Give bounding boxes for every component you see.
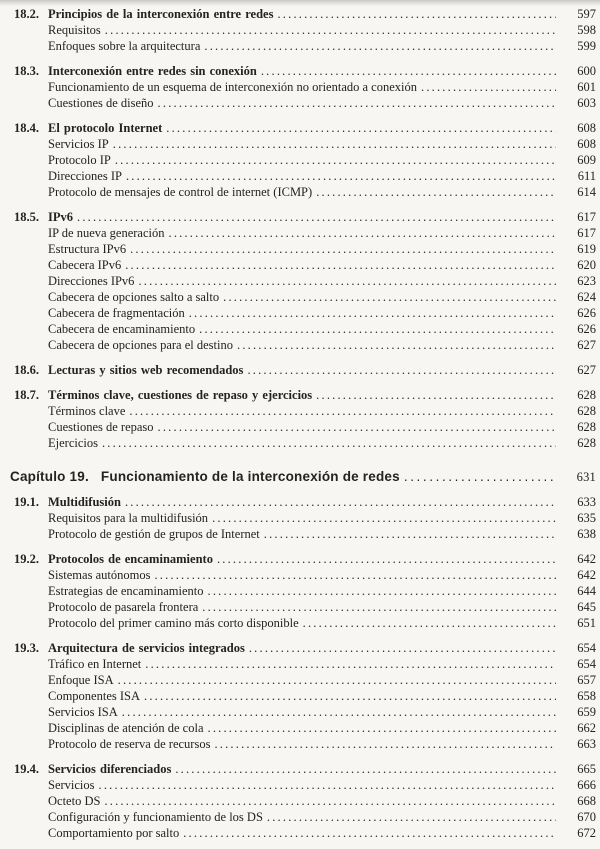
toc-entry-page: 663 [577,737,596,751]
toc-entry-title: Protocolo IP [48,153,111,167]
toc-entry-page: 627 [577,363,596,377]
dot-leader [212,510,556,526]
dot-leader [126,168,556,184]
dot-leader [208,583,557,599]
toc-entry [14,720,598,736]
toc-entry-page: 633 [577,495,596,509]
toc-entry-title: Enfoques sobre la arquitectura [48,39,201,53]
toc-entry [14,761,598,777]
toc-entry-page: 666 [577,778,596,792]
dot-leader [223,289,556,305]
toc-entry-title: Requisitos [48,23,101,37]
dot-leader [99,777,556,793]
toc-entry-number: 18.6. [14,363,39,377]
dot-leader [264,526,556,542]
toc-entry-page: 626 [577,322,596,336]
toc-entry-page: 628 [577,436,596,450]
dot-leader [249,640,556,656]
toc-entry-title: Protocolo de mensajes de control de internet (ICMP) [48,185,313,199]
toc-entry [14,168,598,184]
toc-entry [14,640,598,656]
toc-entry [14,736,598,752]
toc-entry-number: 19.1. [14,495,39,509]
toc-entry-page: 598 [577,23,596,37]
toc-entry [14,567,598,583]
toc-entry [14,120,598,136]
toc-entry-page: 654 [577,657,596,671]
toc-entry-page: 620 [577,258,596,272]
toc-entry-title: Sistemas autónomos [48,568,151,582]
toc-entry-page: 599 [577,39,596,53]
toc-entry [14,273,598,289]
toc-entry-number: 19.2. [14,552,39,566]
toc-entry-title: Lecturas y sitios web recomendados [48,363,244,377]
toc-entry-number: 18.7. [14,388,39,402]
toc-entry-title: Protocolo de reserva de recursos [48,737,211,751]
dot-leader [158,419,556,435]
toc-entry [14,362,598,378]
toc-entry-page: 665 [577,762,596,776]
toc-entry [14,337,598,353]
dot-leader [144,688,556,704]
toc-entry [14,510,598,526]
toc-entry-title: Protocolo de pasarela frontera [48,600,199,614]
toc-entry-page: 597 [577,7,596,21]
dot-leader [77,209,556,225]
toc-entry [14,209,598,225]
toc-entry-title: Funcionamiento de un esquema de interconexión no orientado a conexión [48,80,417,94]
toc-entry-page: 642 [577,568,596,582]
toc-entry-title: Comportamiento por salto [48,826,180,840]
toc-entry-title: Direcciones IP [48,169,122,183]
toc-entry-page: 624 [577,290,596,304]
dot-leader [130,241,556,257]
toc-entry-title: Cabecera de fragmentación [48,306,185,320]
toc-entry-page: 672 [577,826,596,840]
toc-entry-title: Términos clave [48,404,126,418]
dot-leader [115,152,556,168]
toc-entry-title: Cabecera de opciones para el destino [48,338,233,352]
toc-entry-title: Protocolos de encaminamiento [48,552,213,566]
toc-entry [14,305,598,321]
toc-entry [14,22,598,38]
toc-entry-page: 611 [577,169,596,183]
dot-leader [183,825,556,841]
toc-entry-title: IPv6 [48,210,73,224]
toc-entry [14,6,598,22]
toc-entry-title: Protocolo del primer camino más corto disponible [48,616,299,630]
toc-entry [14,777,598,793]
toc-entry-page: 645 [577,600,596,614]
toc-entry-number: 19.3. [14,641,39,655]
toc-entry-title: Multidifusión [48,495,121,509]
toc-entry [14,38,598,54]
dot-leader [404,469,556,485]
dot-leader [202,599,556,615]
dot-leader [145,656,556,672]
toc-entry-title: Cuestiones de repaso [48,420,154,434]
toc-entry-title: Disciplinas de atención de cola [48,721,204,735]
dot-leader [138,273,556,289]
toc-entry [14,809,598,825]
toc-entry-page: 659 [577,705,596,719]
dot-leader [316,184,556,200]
toc-entry [14,321,598,337]
toc-entry-title: Tráfico en Internet [48,657,142,671]
toc-entry [14,793,598,809]
dot-leader [199,321,556,337]
dot-leader [175,761,556,777]
toc-entry-page: 635 [577,511,596,525]
toc-entry-title: Cuestiones de diseño [48,96,154,110]
dot-leader [125,494,556,510]
toc-entry-number: 19.4. [14,762,39,776]
toc-entry-page: 628 [577,388,596,402]
toc-entry-title: Arquitectura de servicios integrados [48,641,245,655]
dot-leader [154,567,556,583]
dot-leader [316,387,556,403]
toc-entry [14,387,598,403]
dot-leader [303,615,556,631]
dot-leader [166,120,556,136]
dot-leader [129,403,556,419]
toc-entry-title: Servicios diferenciados [48,762,172,776]
toc-entry [14,63,598,79]
toc-entry-title: Ejercicios [48,436,98,450]
toc-entry-page: 628 [577,420,596,434]
toc-entry-number: Capítulo 19. [10,469,89,484]
toc-entry [14,688,598,704]
toc-entry [14,95,598,111]
toc-entry-title: Términos clave, cuestiones de repaso y ejercicios [48,388,313,402]
toc-entry-title: Estrategias de encaminamiento [48,584,204,598]
toc-entry-title: Cabecera de encaminamiento [48,322,196,336]
toc-entry-page: 668 [577,794,596,808]
toc-entry-title: Servicios [48,778,95,792]
toc-entry [14,184,598,200]
toc-entry [14,241,598,257]
dot-leader [261,63,556,79]
toc-entry-page: 627 [577,338,596,352]
dot-leader [217,551,556,567]
dot-leader [277,6,556,22]
toc-entry-title: Funcionamiento de la interconexión de redes [100,469,400,484]
toc-entry [14,257,598,273]
dot-leader [189,305,556,321]
toc-entry-title: Servicios ISA [48,705,118,719]
toc-entry-title: Requisitos para la multidifusión [48,511,209,525]
dot-leader [158,95,556,111]
dot-leader [104,793,556,809]
toc-entry [14,672,598,688]
toc-entry-title: Direcciones IPv6 [48,274,135,288]
toc-entry-title: IP de nueva generación [48,226,165,240]
toc-entry-title: Componentes ISA [48,689,141,703]
toc-entry-title: Servicios IP [48,137,109,151]
toc-entry [14,419,598,435]
toc-entry-title: Estructura IPv6 [48,242,127,256]
toc-entry [14,403,598,419]
toc-entry [14,136,598,152]
dot-leader [421,79,556,95]
toc-entry [14,435,598,451]
toc-entry-title: Principios de la interconexión entre redes [48,7,274,21]
toc-entry-page: 600 [577,64,596,78]
dot-leader [208,720,557,736]
toc-entry [14,615,598,631]
toc-entry [14,152,598,168]
toc-entry-page: 654 [577,641,596,655]
toc-entry-page: 662 [577,721,596,735]
dot-leader [125,257,556,273]
toc-entry-page: 603 [577,96,596,110]
toc-entry-title: Interconexión entre redes sin conexión [48,64,257,78]
toc-entry [14,599,598,615]
dot-leader [122,704,556,720]
toc-entry [10,469,598,485]
toc-entry [14,526,598,542]
toc-entry-page: 623 [577,274,596,288]
toc-entry-title: Octeto DS [48,794,101,808]
toc-entry-title: Configuración y funcionamiento de los DS [48,810,263,824]
toc-entry-page: 642 [577,552,596,566]
dot-leader [214,736,556,752]
toc-entry-page: 670 [577,810,596,824]
toc-entry-title: Cabecera de opciones salto a salto [48,290,220,304]
toc-entry [14,551,598,567]
toc-entry-title: El protocolo Internet [48,121,163,135]
toc-entry-number: 18.5. [14,210,39,224]
dot-leader [113,136,556,152]
toc-list [10,6,598,841]
toc-entry-page: 657 [577,673,596,687]
dot-leader [204,38,556,54]
toc-entry-number: 18.3. [14,64,39,78]
toc-entry-page: 626 [577,306,596,320]
toc-entry [14,225,598,241]
dot-leader [237,337,556,353]
toc-entry-page: 601 [577,80,596,94]
dot-leader [105,22,556,38]
toc-entry-page: 617 [577,226,596,240]
toc-entry-number: 18.2. [14,7,39,21]
dot-leader [169,225,557,241]
toc-entry-page: 631 [576,470,596,484]
toc-entry-page: 609 [577,153,596,167]
toc-entry-page: 651 [577,616,596,630]
toc-entry-number: 18.4. [14,121,39,135]
toc-entry-page: 658 [577,689,596,703]
toc-entry-page: 608 [577,137,596,151]
toc-entry [14,79,598,95]
toc-entry-page: 638 [577,527,596,541]
toc-entry-page: 614 [577,185,596,199]
toc-entry-page: 617 [577,210,596,224]
dot-leader [118,672,556,688]
toc-entry [14,704,598,720]
toc-entry-page: 644 [577,584,596,598]
toc-entry-page: 619 [577,242,596,256]
toc-entry-title: Protocolo de gestión de grupos de Internet [48,527,260,541]
toc-entry [14,825,598,841]
toc-entry [14,583,598,599]
toc-entry [14,289,598,305]
dot-leader [102,435,556,451]
dot-leader [247,362,556,378]
toc-entry [14,494,598,510]
dot-leader [267,809,556,825]
toc-entry-title: Enfoque ISA [48,673,114,687]
toc-entry-page: 628 [577,404,596,418]
toc-entry [14,656,598,672]
toc-entry-title: Cabecera IPv6 [48,258,122,272]
toc-entry-page: 608 [577,121,596,135]
